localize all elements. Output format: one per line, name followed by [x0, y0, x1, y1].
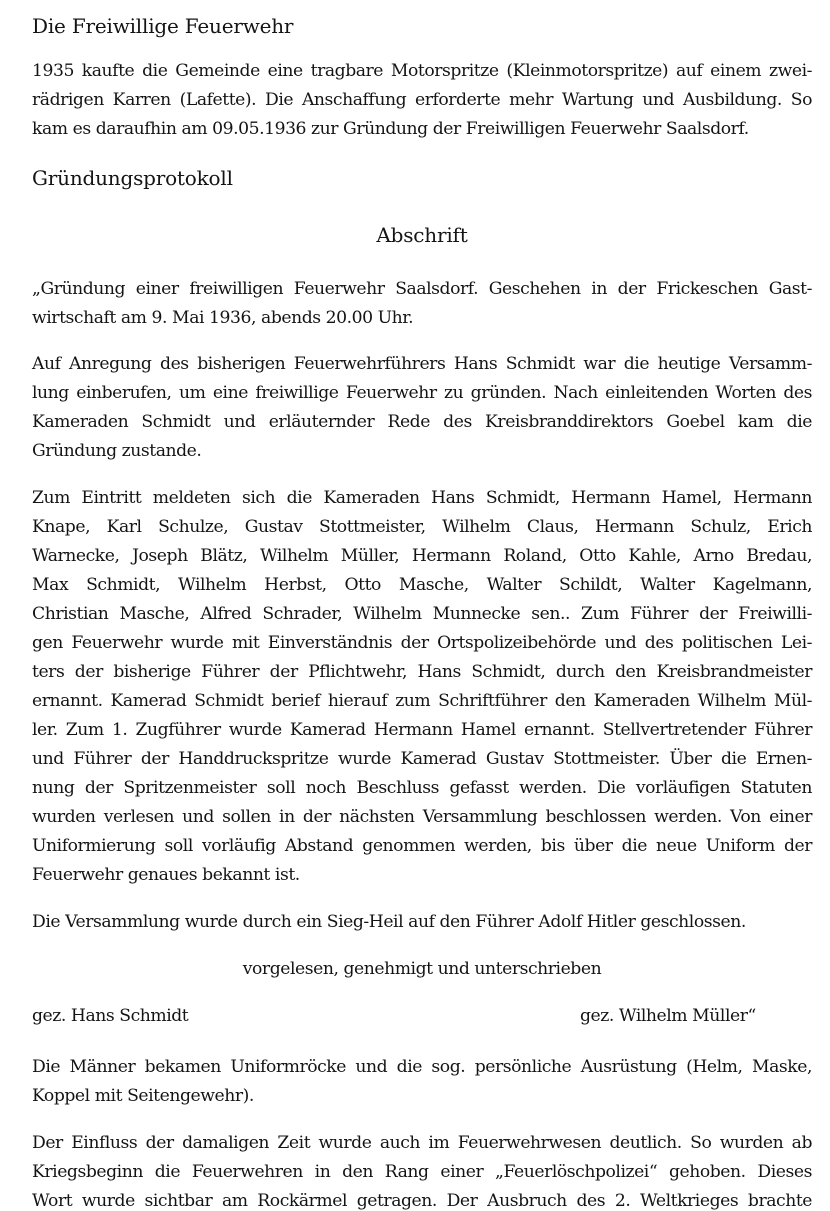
text-line: Die Männer bekamen Uniformröcke und die sog. persönliche Ausrüstung (Helm, Maske,	[32, 1057, 812, 1077]
text-line: wurden verlesen und sollen in der nächsten Versammlung beschlossen werden. Von einer	[32, 807, 812, 827]
text-line: Auf Anregung des bisherigen Feuerwehrführers Hans Schmidt war die heutige Versamm-	[32, 354, 812, 374]
text-line: Wort wurde sichtbar am Rockärmel getragen. Der Ausbruch des 2. Weltkrieges brachte	[32, 1191, 812, 1211]
text-line: gen Feuerwehr wurde mit Einverständnis der Ortspolizeibehörde und des politischen Lei-	[32, 633, 812, 653]
text-line: 1935 kaufte die Gemeinde eine tragbare Motorspritze (Kleinmotorspritze) auf einem zwei-	[32, 61, 812, 81]
protocol-closing-line: Die Versammlung wurde durch ein Sieg-Heil auf den Führer Adolf Hitler geschlossen.	[32, 912, 746, 932]
text-line: ernannt. Kamerad Schmidt berief hierauf zum Schriftführer den Kameraden Wilhelm Mül-	[32, 691, 812, 711]
text-line: kam es daraufhin am 09.05.1936 zur Gründung der Freiwilligen Feuerwehr Saalsdorf.	[32, 119, 749, 139]
approval-line: vorgelesen, genehmigt und unterschrieben	[242, 959, 602, 979]
text-line: nung der Spritzenmeister soll noch Beschluss gefasst werden. Die vorläufigen Statuten	[32, 778, 812, 798]
text-line: Feuerwehr genaues bekannt ist.	[32, 865, 300, 885]
text-line: Warnecke, Joseph Blätz, Wilhelm Müller, Hermann Roland, Otto Kahle, Arno Bredau,	[32, 546, 812, 566]
text-line: rädrigen Karren (Lafette). Die Anschaffung erforderte mehr Wartung und Ausbildung. So	[32, 90, 812, 110]
text-line: wirtschaft am 9. Mai 1936, abends 20.00 Uhr.	[32, 308, 414, 328]
signature-left: gez. Hans Schmidt	[32, 1006, 189, 1026]
text-line: Christian Masche, Alfred Schrader, Wilhelm Munnecke sen.. Zum Führer der Freiwilli-	[32, 604, 812, 624]
text-line: ters der bisherige Führer der Pflichtwehr, Hans Schmidt, durch den Kreisbrandmeister	[32, 662, 812, 682]
transcript-heading: Abschrift	[376, 223, 468, 247]
text-line: Gründung zustande.	[32, 441, 202, 461]
text-line: lung einberufen, um eine freiwillige Feuerwehr zu gründen. Nach einleitenden Worten des	[32, 383, 812, 403]
text-line: Uniformierung soll vorläufig Abstand genommen werden, bis über die neue Uniform der	[32, 836, 812, 856]
text-line: Der Einfluss der damaligen Zeit wurde auch im Feuerwehrwesen deutlich. So wurden ab	[32, 1133, 812, 1153]
text-line: Koppel mit Seitengewehr).	[32, 1086, 254, 1106]
text-line: „Gründung einer freiwilligen Feuerwehr Saalsdorf. Geschehen in der Frickeschen Gast-	[32, 279, 812, 299]
text-line: Zum Eintritt meldeten sich die Kameraden Hans Schmidt, Hermann Hamel, Hermann	[32, 488, 812, 508]
section-heading: Gründungsprotokoll	[32, 166, 233, 190]
text-line: Max Schmidt, Wilhelm Herbst, Otto Masche, Walter Schildt, Walter Kagelmann,	[32, 575, 812, 595]
text-line: Kriegsbeginn die Feuerwehren in den Rang einer „Feuerlöschpolizei“ gehoben. Dieses	[32, 1162, 812, 1182]
text-line: Knape, Karl Schulze, Gustav Stottmeister, Wilhelm Claus, Hermann Schulz, Erich	[32, 517, 812, 537]
page-title: Die Freiwillige Feuerwehr	[32, 14, 294, 38]
signature-right: gez. Wilhelm Müller“	[580, 1006, 756, 1026]
text-line: Kameraden Schmidt und erläuternder Rede des Kreisbranddirektors Goebel kam die	[32, 412, 812, 432]
text-line: und Führer der Handdruckspritze wurde Kamerad Gustav Stottmeister. Über die Ernen-	[32, 749, 812, 769]
text-line: ler. Zum 1. Zugführer wurde Kamerad Hermann Hamel ernannt. Stellvertretender Führer	[32, 720, 812, 740]
